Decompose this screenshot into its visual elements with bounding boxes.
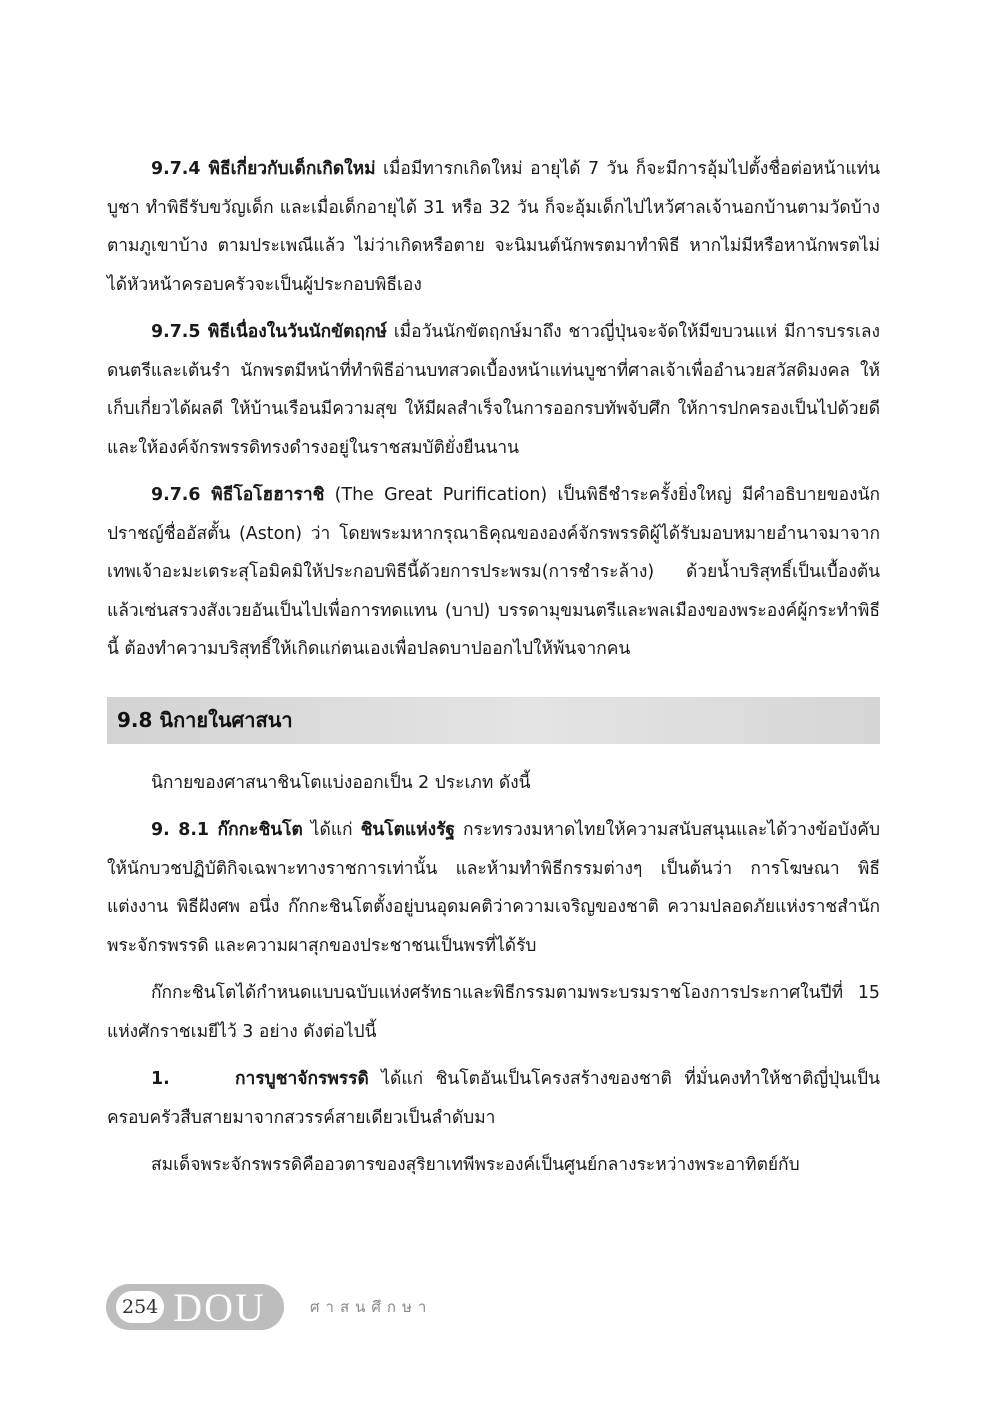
footer-badge xyxy=(106,1284,284,1330)
heading-9-8-1: 9. 8.1 ก๊กกะชินโต xyxy=(151,820,303,840)
text-9-7-6: (The Great Purification) เป็นพิธีชำระครั้งยิ่งใหญ่ มีคำอธิบายของนักปราชญ์ชื่ออัสตั้น (Aston) ว่า โดยพระมหากรุณาธิคุณขององค์จักรพรรดิผู้ได้รับมอบหมายอำนาจมาจากเทพเจ้าอะมะเตระสุโอมิคมิให้ประกอบพิธีนี้ด้วยการประพรม(การชำระล้าง) ด้วยน้ำบริสุทธิ์เป็นเบื้องต้นแล้วเซ่นสรวงสังเวยอันเป็นไปเพื่อการทดแทน (บาป) บรรดามุขมนตรีและพลเมืองของพระองค์ผู้กระทำพิธีนี้ ต้องทำความบริสุทธิ์ให้เกิดแก่ตนเองเพื่อปลดบาปออกไปให้พ้นจากคน xyxy=(107,485,880,659)
text-item-1: ได้แก่ ชินโตอันเป็นโครงสร้างของชาติ ที่มั่นคงทำให้ชาติญี่ปุ่นเป็นครอบครัวสืบสายมาจากสวรรค์สายเดียวเป็นลำดับมา xyxy=(107,1069,880,1128)
text-9-8-1: กระทรวงมหาดไทยให้ความสนับสนุนและได้วางข้อบังคับให้นักบวชปฏิบัติกิจเฉพาะทางราชการเท่านั้น และห้ามทำพิธีกรรมต่างๆ เป็นต้นว่า การโฆษณา พิธีแต่งงาน พิธีฝังศพ อนึ่ง ก๊กกะชินโตตั้งอยู่บนอุดมคติว่าความเจริญของชาติ ความปลอดภัยแห่งราชสำนักพระจักรพรรดิ และความผาสุกของประชาชนเป็นพรที่ได้รับ xyxy=(107,820,880,956)
paragraph-9-8-intro: นิกายของศาสนาชินโตแบ่งออกเป็น 2 ประเภท ดังนี้ xyxy=(151,772,531,793)
brand-logo: DOU xyxy=(173,1284,266,1330)
paragraph-9-7-4 xyxy=(107,150,880,304)
paragraph-last: สมเด็จพระจักรพรรดิคืออวตารของสุริยาเทพีพระองค์เป็นศูนย์กลางระหว่างพระอาทิตย์กับ xyxy=(151,1155,800,1175)
paragraph-form: ก๊กกะชินโตได้กำหนดแบบฉบับแห่งศรัทธาและพิธีกรรมตามพระบรมราชโองการประกาศในปีที่ 15 แห่งศักราชเมยีไว้ 3 อย่าง ดังต่อไปนี้ xyxy=(107,983,880,1042)
paragraph-item-1 xyxy=(107,1060,880,1137)
term-state-shinto: ชินโตแห่งรัฐ xyxy=(360,820,456,840)
section-title-9-8: 9.8 นิกายในศาสนา xyxy=(117,708,293,732)
heading-9-7-5: 9.7.5 พิธีเนื่องในวันนักขัตฤกษ์ xyxy=(151,322,387,342)
paragraph-9-8-1 xyxy=(107,811,880,965)
course-name: ศาสนศึกษา xyxy=(310,1298,433,1316)
text-9-7-5: เมื่อวันนักขัตฤกษ์มาถึง ชาวญี่ปุ่นจะจัดให้มีขบวนแห่ มีการบรรเลงดนตรีและเต้นรำ นักพรตมีหน้าที่ทำพิธีอ่านบทสวดเบื้องหน้าแท่นบูชาที่ศาลเจ้าเพื่ออำนวยสวัสดิมงคล ให้เก็บเกี่ยวได้ผลดี ให้บ้านเรือนมีความสุข ให้มีผลสำเร็จในการออกรบทัพจับศึก ให้การปกครองเป็นไปด้วยดีและให้องค์จักรพรรดิทรงดำรงอยู่ในราชสมบัติยั่งยืนนาน xyxy=(107,322,880,458)
text-9-8-1-connector: ได้แก่ xyxy=(302,820,361,840)
page-number: 254 xyxy=(116,1291,164,1323)
section-header-bar xyxy=(107,697,880,744)
heading-9-7-4: 9.7.4 พิธีเกี่ยวกับเด็กเกิดใหม่ xyxy=(151,159,376,179)
page-content xyxy=(107,150,880,1194)
heading-item-1: 1. การบูชาจักรพรรดิ xyxy=(151,1069,369,1089)
text-9-7-4: เมื่อมีทารกเกิดใหม่ อายุได้ 7 วัน ก็จะมีการอุ้มไปตั้งชื่อต่อหน้าแท่นบูชา ทำพิธีรับขวัญเด็ก และเมื่อเด็กอายุได้ 31 หรือ 32 วัน ก็จะอุ้มเด็กไปไหว้ศาลเจ้านอกบ้านตามวัดบ้าง ตามภูเขาบ้าง ตามประเพณีแล้ว ไม่ว่าเกิดหรือตาย จะนิมนต์นักพรตมาทำพิธี หากไม่มีหรือหานักพรตไม่ได้หัวหน้าครอบครัวจะเป็นผู้ประกอบพิธีเอง xyxy=(107,159,880,295)
page-footer xyxy=(106,1284,432,1330)
paragraph-9-7-6 xyxy=(107,476,880,669)
heading-9-7-6: 9.7.6 พิธีโอโฮฮาราชิ xyxy=(151,485,325,505)
paragraph-9-7-5 xyxy=(107,313,880,467)
